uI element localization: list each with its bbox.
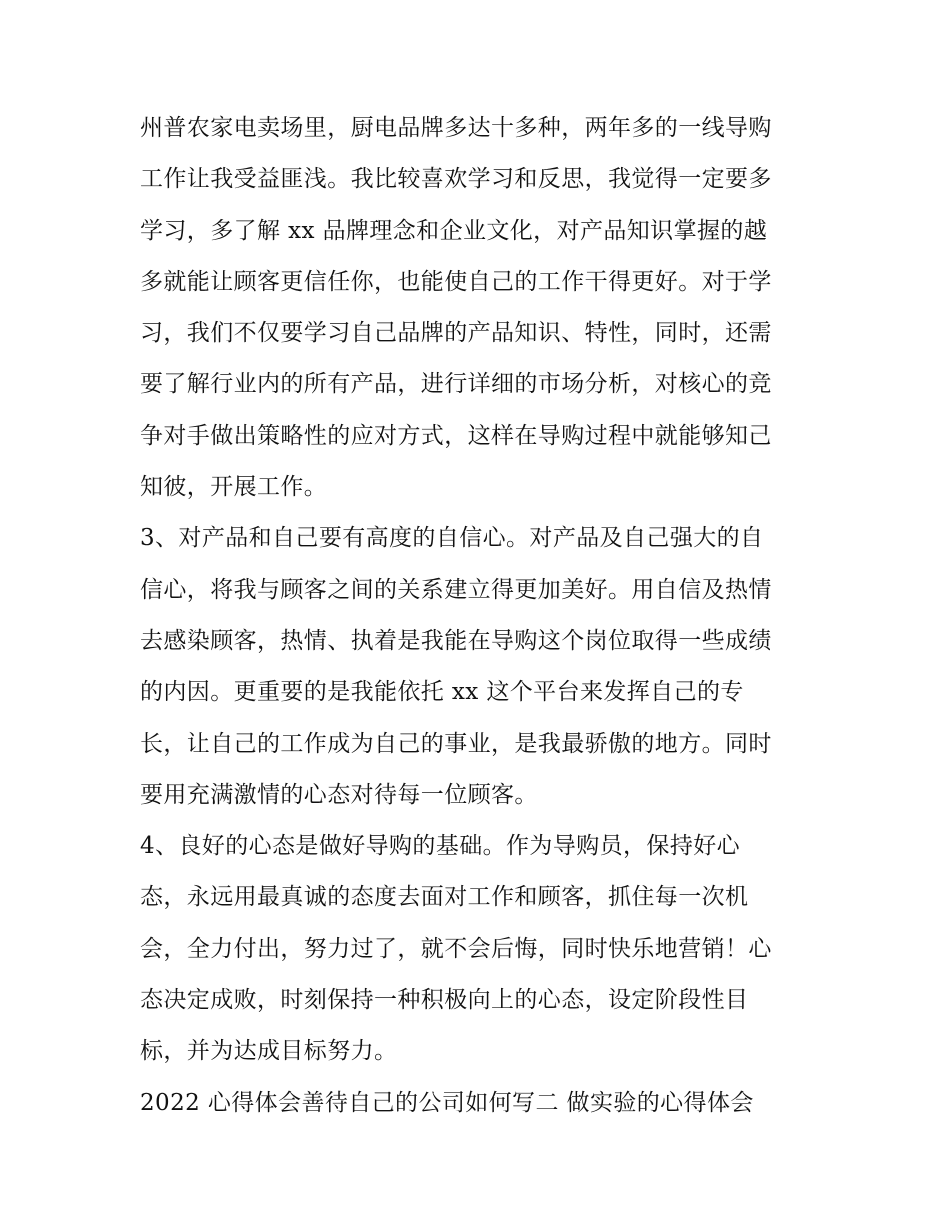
text-line: 知彼，开展工作。	[140, 474, 328, 501]
section-title: 2022 心得体会善待自己的公司如何写二 做实验的心得体会	[140, 1089, 754, 1116]
text-line: 3、对产品和自己要有高度的自信心。对产品及自己强大的自	[140, 525, 764, 552]
text-line: 信心，将我与顾客之间的关系建立得更加美好。用自信及热情	[140, 576, 772, 603]
text-line: 去感染顾客，热情、执着是我能在导购这个岗位取得一些成绩	[140, 627, 772, 654]
text-line: 长，让自己的工作成为自己的事业，是我最骄傲的地方。同时	[140, 730, 772, 757]
text-line: 州普农家电卖场里，厨电品牌多达十多种，两年多的一线导购	[140, 115, 772, 141]
text-line: 4、良好的心态是做好导购的基础。作为导购员，保持好心	[140, 833, 741, 860]
text-line: 习，我们不仅要学习自己品牌的产品知识、特性，同时，还需	[140, 320, 772, 347]
text-line: 工作让我受益匪浅。我比较喜欢学习和反思，我觉得一定要多	[140, 166, 772, 193]
text-line: 多就能让顾客更信任你，也能使自己的工作干得更好。对于学	[140, 268, 772, 295]
text-line: 标，并为达成目标努力。	[140, 1038, 398, 1065]
document-body	[140, 103, 820, 1129]
text-line: 要了解行业内的所有产品，进行详细的市场分析，对核心的竞	[140, 371, 772, 398]
text-line: 争对手做出策略性的应对方式，这样在导购过程中就能够知己	[140, 422, 772, 449]
text-line: 要用充满激情的心态对待每一位顾客。	[140, 781, 538, 808]
text-line: 会，全力付出，努力过了，就不会后悔，同时快乐地营销！心	[140, 935, 772, 962]
text-line: 学习，多了解 xx 品牌理念和企业文化，对产品知识掌握的越	[140, 217, 768, 244]
text-line: 的内因。更重要的是我能依托 xx 这个平台来发挥自己的专	[140, 679, 744, 706]
text-line: 态决定成败，时刻保持一种积极向上的心态，设定阶段性目	[140, 987, 749, 1014]
text-line: 态，永远用最真诚的态度去面对工作和顾客，抓住每一次机	[140, 884, 749, 911]
